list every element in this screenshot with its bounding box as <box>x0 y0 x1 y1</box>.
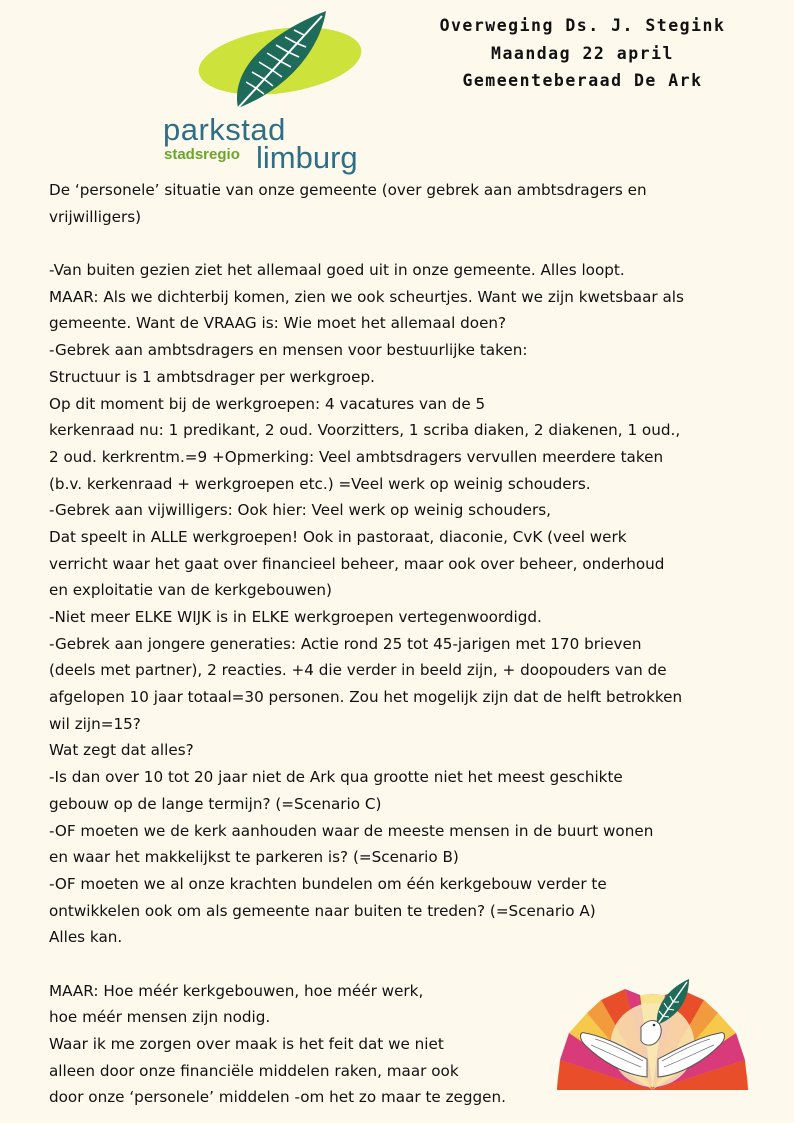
body-line: -Niet meer ELKE WIJK is in ELKE werkgroepen vertegenwoordigd. <box>49 608 542 626</box>
body-line: Alles kan. <box>49 928 123 947</box>
body-line: wil zijn=15? <box>49 714 141 733</box>
body-line: -Gebrek aan jongere generaties: Actie rond 25 tot 45-jarigen met 170 brieven <box>49 634 642 653</box>
body-line: -Gebrek aan vijwilligers: Ook hier: Veel werk op weinig schouders, <box>49 501 551 520</box>
body-line: en exploitatie van de kerkgebouwen) <box>49 581 332 600</box>
header-title: Overweging Ds. J. Stegink <box>439 16 726 35</box>
body-line: Dat speelt in ALLE werkgroepen! Ook in pastoraat, diaconie, CvK (veel werk <box>49 527 627 546</box>
header-date: Maandag 22 april <box>491 43 674 63</box>
intro-line: De ‘personele’ situatie van onze gemeente (over gebrek aan ambtsdragers en <box>49 181 647 199</box>
parkstad-limburg-logo <box>160 8 400 178</box>
closing-line: door onze ‘personele’ middelen -om het zo maar te zeggen. <box>49 1088 506 1107</box>
body-line: en waar het makkelijkst te parkeren is? (=Scenario B) <box>49 848 459 867</box>
body-line: -OF moeten we de kerk aanhouden waar de meeste mensen in de buurt wonen <box>49 821 654 840</box>
body-line: (b.v. kerkenraad + werkgroepen etc.) =Veel werk op weinig schouders. <box>49 474 591 493</box>
body-line: 2 oud. kerkrentm.=9 +Opmerking: Veel ambtsdragers vervullen meerdere taken <box>49 447 664 466</box>
body-line: -Van buiten gezien ziet het allemaal goed uit in onze gemeente. Alles loopt. <box>49 261 625 280</box>
body-line: (deels met partner), 2 reacties. +4 die verder in beeld zijn, + doopouders van de <box>49 661 667 680</box>
body-line: kerkenraad nu: 1 predikant, 2 oud. Voorzitters, 1 scriba diaken, 2 diakenen, 1 oud., <box>49 421 681 440</box>
document-header <box>425 12 740 95</box>
paragraph-gap <box>49 230 779 257</box>
body-line: Wat zegt dat alles? <box>49 741 194 760</box>
body-line: verricht waar het gaat over financieel beheer, maar ook over beheer, onderhoud <box>49 554 665 573</box>
body-line: afgelopen 10 jaar totaal=30 personen. Zou het mogelijk zijn dat de helft betrokken <box>49 688 683 707</box>
body-line: -Gebrek aan ambtsdragers en mensen voor bestuurlijke taken: <box>49 341 528 360</box>
body-line: Structuur is 1 ambtsdrager per werkgroep. <box>49 367 375 386</box>
body-line: gebouw op de lange termijn? (=Scenario C) <box>49 794 382 813</box>
closing-line: Waar ik me zorgen over maak is het feit dat we niet <box>49 1035 444 1053</box>
logo-text-stadsregio: stadsregio <box>164 146 240 163</box>
body-line: Op dit moment bij de werkgroepen: 4 vacatures van de 5 <box>49 394 486 413</box>
body-line: -OF moeten we al onze krachten bundelen om één kerkgebouw verder te <box>49 874 607 893</box>
body-line: -Is dan over 10 tot 20 jaar niet de Ark qua grootte niet het meest geschikte <box>49 768 623 787</box>
leaf-icon <box>160 8 400 118</box>
body-line: ontwikkelen ook om als gemeente naar buiten te treden? (=Scenario A) <box>49 901 596 920</box>
body-line: gemeente. Want de VRAAG is: Wie moet het allemaal doen? <box>49 314 507 333</box>
header-venue: Gemeenteberaad De Ark <box>462 71 703 90</box>
intro-line: vrijwilligers) <box>49 207 142 226</box>
hands-dove-sunburst-icon <box>555 965 750 1090</box>
body-line: MAAR: Als we dichterbij komen, zien we ook scheurtjes. Want we zijn kwetsbaar als <box>49 287 684 306</box>
closing-line: hoe méér mensen zijn nodig. <box>49 1008 271 1027</box>
closing-line: alleen door onze financiële middelen raken, maar ook <box>49 1061 459 1080</box>
logo-text-limburg: limburg <box>256 140 358 175</box>
logo-text-parkstad: parkstad <box>163 112 286 147</box>
closing-line: MAAR: Hoe méér kerkgebouwen, hoe méér werk, <box>49 981 424 1000</box>
